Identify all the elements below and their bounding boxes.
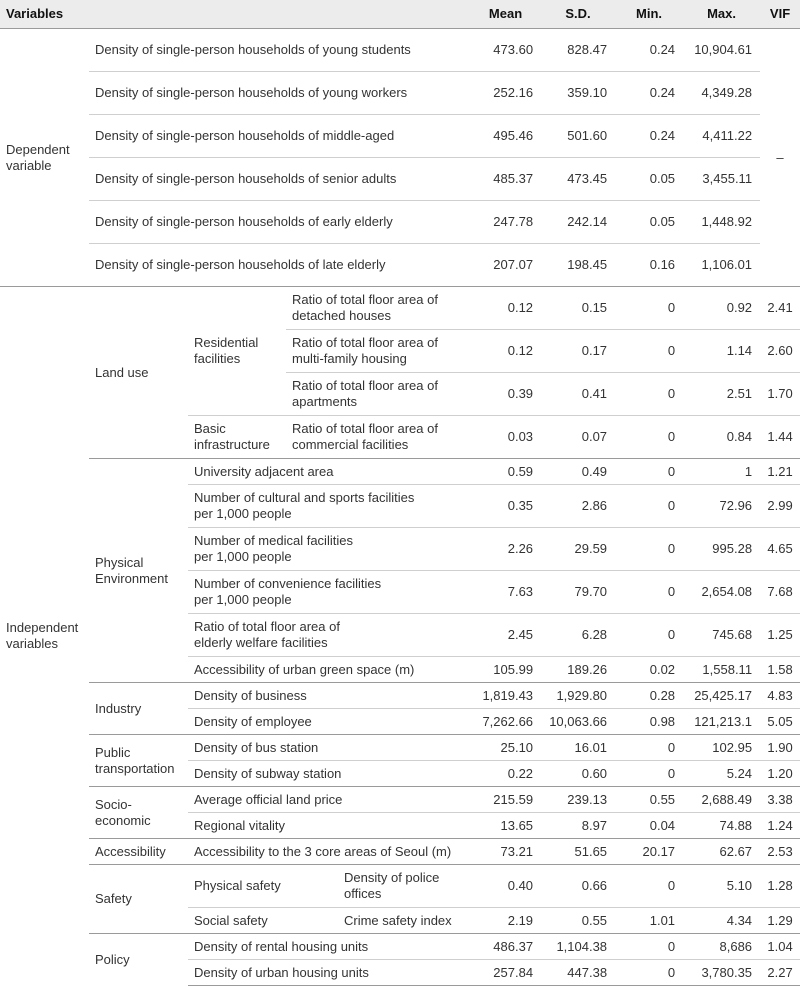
min-cell: 0.24: [615, 72, 683, 115]
min-cell: 0: [615, 571, 683, 614]
vif-cell: 1.29: [760, 908, 800, 934]
socio-economic-label: Socio-economic: [89, 787, 188, 839]
mean-cell: 73.21: [470, 839, 541, 865]
min-cell: 0: [615, 330, 683, 373]
variable-label: Density of single-person households of senior adults: [89, 158, 470, 201]
variable-label: Accessibility of urban green space (m): [188, 657, 470, 683]
sd-cell: 1,104.38: [541, 934, 615, 960]
variable-label: Density of bus station: [188, 735, 470, 761]
min-cell: 0: [615, 373, 683, 416]
mean-cell: 13.65: [470, 813, 541, 839]
min-cell: 0.24: [615, 115, 683, 158]
mean-cell: 7,262.66: [470, 709, 541, 735]
variable-label: Number of cultural and sports facilities per 1,000 people: [188, 485, 470, 528]
max-cell: 25,425.17: [683, 683, 760, 709]
min-cell: 0.05: [615, 158, 683, 201]
mean-cell: 0.22: [470, 761, 541, 787]
table-row: [0, 839, 800, 865]
max-cell: 995.28: [683, 528, 760, 571]
min-cell: 0.55: [615, 787, 683, 813]
mean-cell: 1,819.43: [470, 683, 541, 709]
sd-cell: 0.55: [541, 908, 615, 934]
sd-cell: 239.13: [541, 787, 615, 813]
sd-cell: 0.66: [541, 865, 615, 908]
table-row: [0, 244, 800, 287]
sd-cell: 0.07: [541, 416, 615, 459]
variable-label: Density of urban housing units: [188, 960, 470, 986]
table-row: [0, 201, 800, 244]
vif-cell: 1.20: [760, 761, 800, 787]
variable-label: Density of rental housing units: [188, 934, 470, 960]
min-cell: 0.04: [615, 813, 683, 839]
residential-facilities-label: Residential facilities: [188, 287, 286, 416]
max-cell: 121,213.1: [683, 709, 760, 735]
table-row: [0, 29, 800, 72]
sd-cell: 16.01: [541, 735, 615, 761]
vif-cell: 4.83: [760, 683, 800, 709]
mean-cell: 473.60: [493, 42, 534, 57]
industry-label: Industry: [89, 683, 188, 735]
sd-cell: 51.65: [541, 839, 615, 865]
variable-label: Density of subway station: [188, 761, 470, 787]
mean-cell: 495.46: [470, 115, 541, 158]
variable-label: Density of police offices: [344, 870, 440, 901]
min-cell: 0: [615, 287, 683, 330]
max-cell: 4,411.22: [683, 115, 760, 158]
max-cell: 1,448.92: [683, 201, 760, 244]
min-cell: 0: [615, 528, 683, 571]
variable-label: Ratio of total floor area of apartments: [286, 373, 470, 416]
sd-cell: 29.59: [541, 528, 615, 571]
variable-label: Density of single-person households of middle-aged: [89, 115, 470, 158]
variable-label: Density of employee: [188, 709, 470, 735]
sd-cell: 2.86: [541, 485, 615, 528]
sd-cell: 501.60: [541, 115, 615, 158]
social-safety-label: Social safety: [194, 912, 268, 928]
vif-cell: 1.04: [760, 934, 800, 960]
max-cell: 2.51: [683, 373, 760, 416]
vif-cell: 2.99: [760, 485, 800, 528]
dependent-group-label: Dependent variable: [6, 141, 70, 173]
header-vif: VIF: [760, 0, 800, 29]
min-cell: 0.28: [615, 683, 683, 709]
sd-cell: 1,929.80: [541, 683, 615, 709]
table-row: [0, 865, 800, 908]
safety-subcategory: [188, 865, 470, 908]
variable-label: Ratio of total floor area of elderly welfare facilities: [188, 614, 470, 657]
variable-label: University adjacent area: [188, 459, 470, 485]
min-cell: 0.05: [615, 201, 683, 244]
sd-cell: 447.38: [541, 960, 615, 986]
mean-cell: 0.59: [470, 459, 541, 485]
header-variables: Variables: [0, 0, 470, 29]
variable-label: Average official land price: [188, 787, 470, 813]
sd-cell: 10,063.66: [541, 709, 615, 735]
min-cell: 0: [615, 416, 683, 459]
table-row: [0, 787, 800, 813]
max-cell: 0.92: [683, 287, 760, 330]
max-cell: 3,455.11: [683, 158, 760, 201]
mean-cell: 105.99: [470, 657, 541, 683]
header-mean: Mean: [470, 0, 541, 29]
max-cell: 10,904.61: [694, 42, 753, 57]
mean-cell: 207.07: [470, 244, 541, 287]
sd-cell: 189.26: [541, 657, 615, 683]
max-cell: 1.14: [683, 330, 760, 373]
mean-cell: 0.12: [470, 287, 541, 330]
table-row: [0, 934, 800, 960]
table-row: [0, 72, 800, 115]
sd-cell: 0.41: [541, 373, 615, 416]
mean-cell: 257.84: [470, 960, 541, 986]
vif-cell: 1.25: [760, 614, 800, 657]
vif-cell: 1.90: [760, 735, 800, 761]
sd-cell: 0.60: [541, 761, 615, 787]
sd-cell: 79.70: [541, 571, 615, 614]
mean-cell: 215.59: [470, 787, 541, 813]
sd-cell: 6.28: [541, 614, 615, 657]
variable-label: Density of single-person households of young workers: [89, 72, 470, 115]
variable-label: Accessibility to the 3 core areas of Seoul (m): [188, 839, 470, 865]
vif-cell: 2.60: [760, 330, 800, 373]
table-row: [0, 735, 800, 761]
min-cell: 0: [615, 960, 683, 986]
mean-cell: 0.39: [470, 373, 541, 416]
accessibility-label: Accessibility: [89, 839, 188, 865]
safety-label: Safety: [89, 865, 188, 934]
vif-cell: 7.68: [760, 571, 800, 614]
header-max: Max.: [683, 0, 760, 29]
variable-label: Density of single-person households of early elderly: [89, 201, 470, 244]
min-cell: 0: [615, 735, 683, 761]
max-cell: 2,654.08: [683, 571, 760, 614]
vif-cell: 1.44: [760, 416, 800, 459]
header-sd: S.D.: [541, 0, 615, 29]
independent-group-label: Independent variables: [0, 287, 89, 986]
sd-cell: 242.14: [541, 201, 615, 244]
variable-label: Crime safety index: [344, 912, 452, 928]
variable-label: Number of medical facilities per 1,000 people: [188, 528, 470, 571]
min-cell: 0: [615, 865, 683, 908]
table-row: [0, 683, 800, 709]
mean-cell: 0.40: [470, 865, 541, 908]
vif-cell: 1.28: [760, 865, 800, 908]
min-cell: 0: [615, 459, 683, 485]
table-row: [0, 287, 800, 330]
vif-cell: 5.05: [760, 709, 800, 735]
header-min: Min.: [615, 0, 683, 29]
variable-label: Density of single-person households of late elderly: [89, 244, 470, 287]
mean-cell: 2.45: [470, 614, 541, 657]
vif-cell: –: [776, 149, 784, 165]
max-cell: 4,349.28: [683, 72, 760, 115]
sd-cell: 828.47: [567, 42, 608, 57]
sd-cell: 198.45: [541, 244, 615, 287]
public-transportation-label: Public transportation: [89, 735, 188, 787]
safety-subcategory: [188, 908, 470, 934]
vif-cell: 1.70: [760, 373, 800, 416]
max-cell: 72.96: [683, 485, 760, 528]
min-cell: 0.24: [649, 42, 676, 57]
max-cell: 102.95: [683, 735, 760, 761]
max-cell: 745.68: [683, 614, 760, 657]
max-cell: 1,558.11: [683, 657, 760, 683]
mean-cell: 2.19: [470, 908, 541, 934]
mean-cell: 485.37: [470, 158, 541, 201]
variable-label: Regional vitality: [188, 813, 470, 839]
min-cell: 0: [615, 614, 683, 657]
vif-cell: 4.65: [760, 528, 800, 571]
land-use-label: Land use: [89, 287, 188, 459]
table-row: [0, 158, 800, 201]
max-cell: 3,780.35: [683, 960, 760, 986]
max-cell: 4.34: [683, 908, 760, 934]
max-cell: 8,686: [683, 934, 760, 960]
min-cell: 0: [615, 761, 683, 787]
vif-cell: 3.38: [760, 787, 800, 813]
min-cell: 0.02: [615, 657, 683, 683]
max-cell: 5.10: [683, 865, 760, 908]
mean-cell: 486.37: [470, 934, 541, 960]
basic-infrastructure-label: Basic infrastructure: [188, 416, 286, 459]
sd-cell: 0.15: [541, 287, 615, 330]
vif-cell: 1.21: [760, 459, 800, 485]
sd-cell: 473.45: [541, 158, 615, 201]
max-cell: 1,106.01: [683, 244, 760, 287]
max-cell: 0.84: [683, 416, 760, 459]
min-cell: 0.98: [615, 709, 683, 735]
sd-cell: 0.49: [541, 459, 615, 485]
sd-cell: 8.97: [541, 813, 615, 839]
vif-cell: 1.24: [760, 813, 800, 839]
variable-label: Ratio of total floor area of multi-family housing: [286, 330, 470, 373]
variable-label: Density of business: [188, 683, 470, 709]
min-cell: 0: [615, 934, 683, 960]
vif-cell: 2.27: [760, 960, 800, 986]
vif-cell: 2.53: [760, 839, 800, 865]
table-row: [0, 115, 800, 158]
sd-cell: 0.17: [541, 330, 615, 373]
vif-cell: 2.41: [760, 287, 800, 330]
variable-label: Number of convenience facilities per 1,000 people: [188, 571, 470, 614]
max-cell: 2,688.49: [683, 787, 760, 813]
min-cell: 20.17: [615, 839, 683, 865]
mean-cell: 247.78: [470, 201, 541, 244]
max-cell: 62.67: [683, 839, 760, 865]
mean-cell: 0.03: [470, 416, 541, 459]
variable-label: Ratio of total floor area of commercial facilities: [286, 416, 470, 459]
max-cell: 5.24: [683, 761, 760, 787]
max-cell: 1: [683, 459, 760, 485]
physical-environment-label: Physical Environment: [89, 459, 188, 683]
physical-safety-label: Physical safety: [194, 878, 281, 893]
mean-cell: 0.35: [470, 485, 541, 528]
mean-cell: 0.12: [470, 330, 541, 373]
min-cell: 0.16: [615, 244, 683, 287]
mean-cell: 252.16: [470, 72, 541, 115]
vif-cell: 1.58: [760, 657, 800, 683]
min-cell: 0: [615, 485, 683, 528]
max-cell: 74.88: [683, 813, 760, 839]
sd-cell: 359.10: [541, 72, 615, 115]
table-row: [0, 459, 800, 485]
mean-cell: 25.10: [470, 735, 541, 761]
variable-label: Ratio of total floor area of detached houses: [286, 287, 470, 330]
min-cell: 1.01: [615, 908, 683, 934]
policy-label: Policy: [89, 934, 188, 986]
variable-label: Density of single-person households of young students: [95, 42, 411, 57]
mean-cell: 2.26: [470, 528, 541, 571]
mean-cell: 7.63: [470, 571, 541, 614]
